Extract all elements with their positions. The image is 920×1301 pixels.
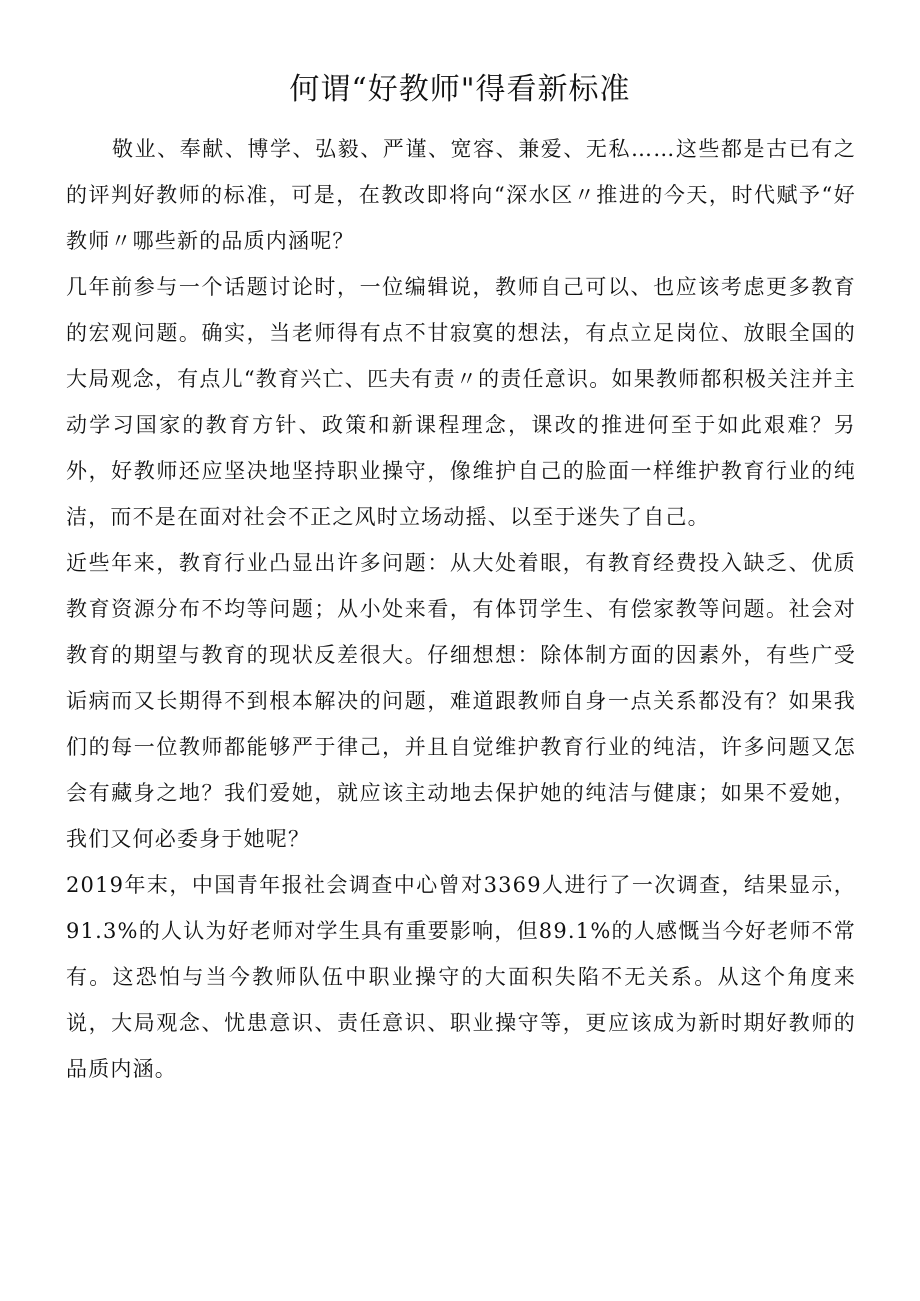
paragraph-industry-problems: 近些年来，教育行业凸显出许多问题：从大处着眼，有教育经费投入缺乏、优质教育资源分布不均等问题；从小处来看，有体罚学生、有偿家教等问题。社会对教育的期望与教育的现状反差很大。仔细想想：除体制方面的因素外，有些广受诟病而又长期得不到根本解决的问题，难道跟教师自身一点关系都没有？如果我们的每一位教师都能够严于律己，并且自觉维护教育行业的纯洁，许多问题又怎会有藏身之地？我们爱她，就应该主动地去保护她的纯洁与健康；如果不爱她，我们又何必委身于她呢？ [66,551,856,851]
document-body [66,126,856,1092]
paragraph-macro-view: 几年前参与一个话题讨论时，一位编辑说，教师自己可以、也应该考虑更多教育的宏观问题。确实，当老师得有点不甘寂寞的想法，有点立足岗位、放眼全国的大局观念，有点儿“教育兴亡、匹夫有责〃的责任意识。如果教师都积极关注并主动学习国家的教育方针、政策和新课程理念，课改的推进何至于如此艰难？另外，好教师还应坚决地坚持职业操守，像维护自己的脸面一样维护教育行业的纯洁，而不是在面对社会不正之风时立场动摇、以至于迷失了自己。 [66,275,856,529]
paragraph-intro: 敬业、奉献、博学、弘毅、严谨、宽容、兼爱、无私……这些都是古已有之的评判好教师的标准，可是，在教改即将向“深水区〃推进的今天，时代赋予“好教师〃哪些新的品质内涵呢？ [66,137,856,253]
paragraph-survey: 2019年末，中国青年报社会调查中心曾对3369人进行了一次调查，结果显示，91.3%的人认为好老师对学生具有重要影响，但89.1%的人感慨当今好老师不常有。这恐怕与当今教师队伍中职业操守的大面积失陷不无关系。从这个角度来说，大局观念、忧患意识、责任意识、职业操守等，更应该成为新时期好教师的品质内涵。 [66,873,856,1081]
document-title: 何谓“好教师"得看新标准 [289,72,631,107]
